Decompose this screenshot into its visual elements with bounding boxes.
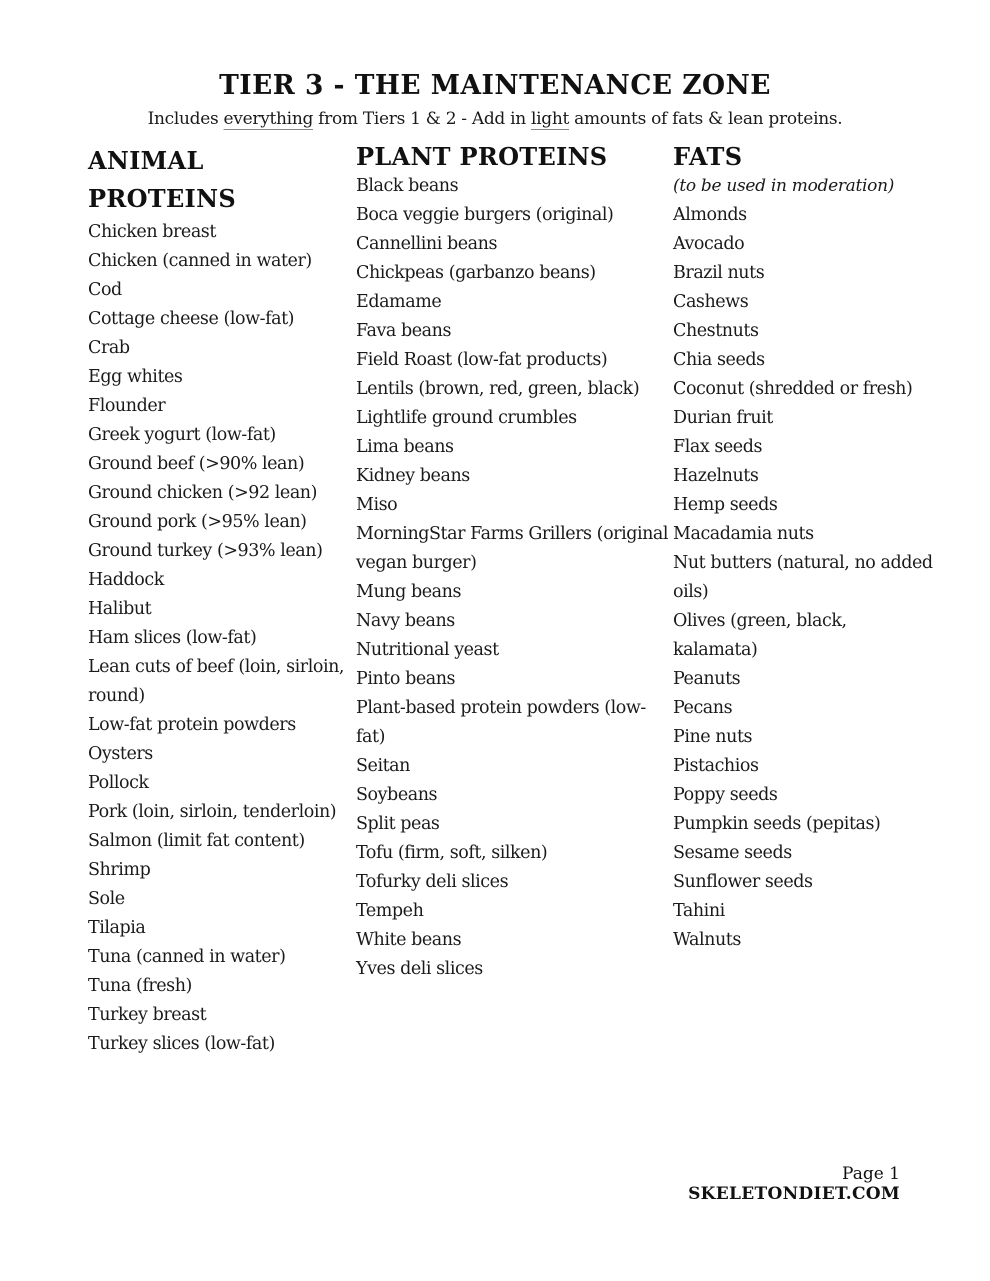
list-item: Pecans [673,698,733,718]
list-item: Cannellini beans [356,234,497,254]
list-item: Sunflower seeds [673,872,813,892]
list-item: Yves deli slices [356,959,483,979]
list-item: White beans [356,930,462,950]
page-subtitle [0,109,990,129]
list-item: Ground pork (>95% lean) [88,512,307,532]
list-item: Low-fat protein powders [88,715,296,735]
page-title: TIER 3 - THE MAINTENANCE ZONE [219,70,771,102]
column-heading: PLANT PROTEINS [356,142,608,171]
list-item: Lentils (brown, red, green, black) [356,379,640,399]
list-item: Miso [356,495,398,515]
list-item: Fava beans [356,321,452,341]
list-item: Seitan [356,756,410,776]
list-item: Turkey breast [88,1005,207,1025]
list-item: Flounder [88,396,166,416]
list-item: Almonds [673,205,747,225]
list-item: Ground chicken (>92 lean) [88,483,318,503]
fats-column [673,142,933,955]
list-item: Lima beans [356,437,454,457]
list-item: Oysters [88,744,153,764]
list-item: Sesame seeds [673,843,792,863]
list-item: Lean cuts of beef (loin, sirloin, round) [88,657,345,706]
list-item: Hemp seeds [673,495,778,515]
food-list [673,201,933,955]
list-item: Walnuts [673,930,741,950]
list-item: Macadamia nuts [673,524,814,544]
list-item: Chestnuts [673,321,759,341]
list-item: Nutritional yeast [356,640,499,660]
list-item: Chia seeds [673,350,765,370]
list-item: Chickpeas (garbanzo beans) [356,263,596,283]
subtitle-underlined-everything: everything [223,109,314,129]
list-item: Mung beans [356,582,461,602]
list-item: Poppy seeds [673,785,778,805]
list-item: Cashews [673,292,749,312]
list-item: Split peas [356,814,440,834]
page-footer [688,1164,900,1204]
list-item: Tempeh [356,901,424,921]
list-item: Nut butters (natural, no added oils) [673,553,933,602]
plant-proteins-column [356,142,671,984]
page-number: Page 1 [842,1164,900,1184]
list-item: Durian fruit [673,408,773,428]
list-item: Tofurky deli slices [356,872,509,892]
list-item: Boca veggie burgers (original) [356,205,614,225]
list-item: Lightlife ground crumbles [356,408,577,428]
list-item: Black beans [356,176,459,196]
list-item: Olives (green, black, kalamata) [673,611,847,660]
list-item: Tofu (firm, soft, silken) [356,843,548,863]
list-item: Greek yogurt (low-fat) [88,425,276,445]
list-item: Pollock [88,773,149,793]
subtitle-underlined-light: light [531,109,570,129]
list-item: Shrimp [88,860,151,880]
list-item: Turkey slices (low-fat) [88,1034,275,1054]
list-item: Flax seeds [673,437,762,457]
list-item: Pork (loin, sirloin, tenderloin) [88,802,337,822]
column-heading: ANIMAL PROTEINS [88,146,236,213]
food-list [356,172,671,984]
subtitle-text: amounts of fats & lean proteins. [569,109,843,129]
list-item: Brazil nuts [673,263,765,283]
list-item: Haddock [88,570,164,590]
subtitle-text: from Tiers 1 & 2 - Add in [313,109,531,129]
list-item: Peanuts [673,669,741,689]
list-item: Navy beans [356,611,455,631]
list-item: Tuna (fresh) [88,976,192,996]
list-item: Avocado [673,234,745,254]
list-item: Salmon (limit fat content) [88,831,305,851]
list-item: Chicken breast [88,222,216,242]
column-note: (to be used in moderation) [673,176,895,196]
list-item: Edamame [356,292,442,312]
list-item: Plant-based protein powders (low-fat) [356,698,646,747]
list-item: Ground turkey (>93% lean) [88,541,323,561]
list-item: Halibut [88,599,152,619]
list-item: Field Roast (low-fat products) [356,350,608,370]
list-item: Pine nuts [673,727,753,747]
column-heading: FATS [673,142,743,171]
list-item: Pinto beans [356,669,456,689]
list-item: Coconut (shredded or fresh) [673,379,913,399]
list-item: Pistachios [673,756,759,776]
list-item: Sole [88,889,125,909]
list-item: Cod [88,280,122,300]
list-item: Tahini [673,901,725,921]
list-item: Chicken (canned in water) [88,251,312,271]
list-item: Cottage cheese (low-fat) [88,309,295,329]
list-item: Kidney beans [356,466,470,486]
list-item: Tilapia [88,918,146,938]
list-item: Ham slices (low-fat) [88,628,257,648]
list-item: Hazelnuts [673,466,759,486]
list-item: Tuna (canned in water) [88,947,286,967]
list-item: Soybeans [356,785,438,805]
food-list [88,218,350,1059]
list-item: Crab [88,338,130,358]
list-item: MorningStar Farms Grillers (original vegan burger) [356,524,669,573]
list-item: Ground beef (>90% lean) [88,454,305,474]
list-item: Pumpkin seeds (pepitas) [673,814,881,834]
list-item: Egg whites [88,367,183,387]
animal-proteins-column [88,142,350,1059]
site-name: SKELETONDIET.COM [688,1184,900,1204]
subtitle-text: Includes [147,109,224,129]
